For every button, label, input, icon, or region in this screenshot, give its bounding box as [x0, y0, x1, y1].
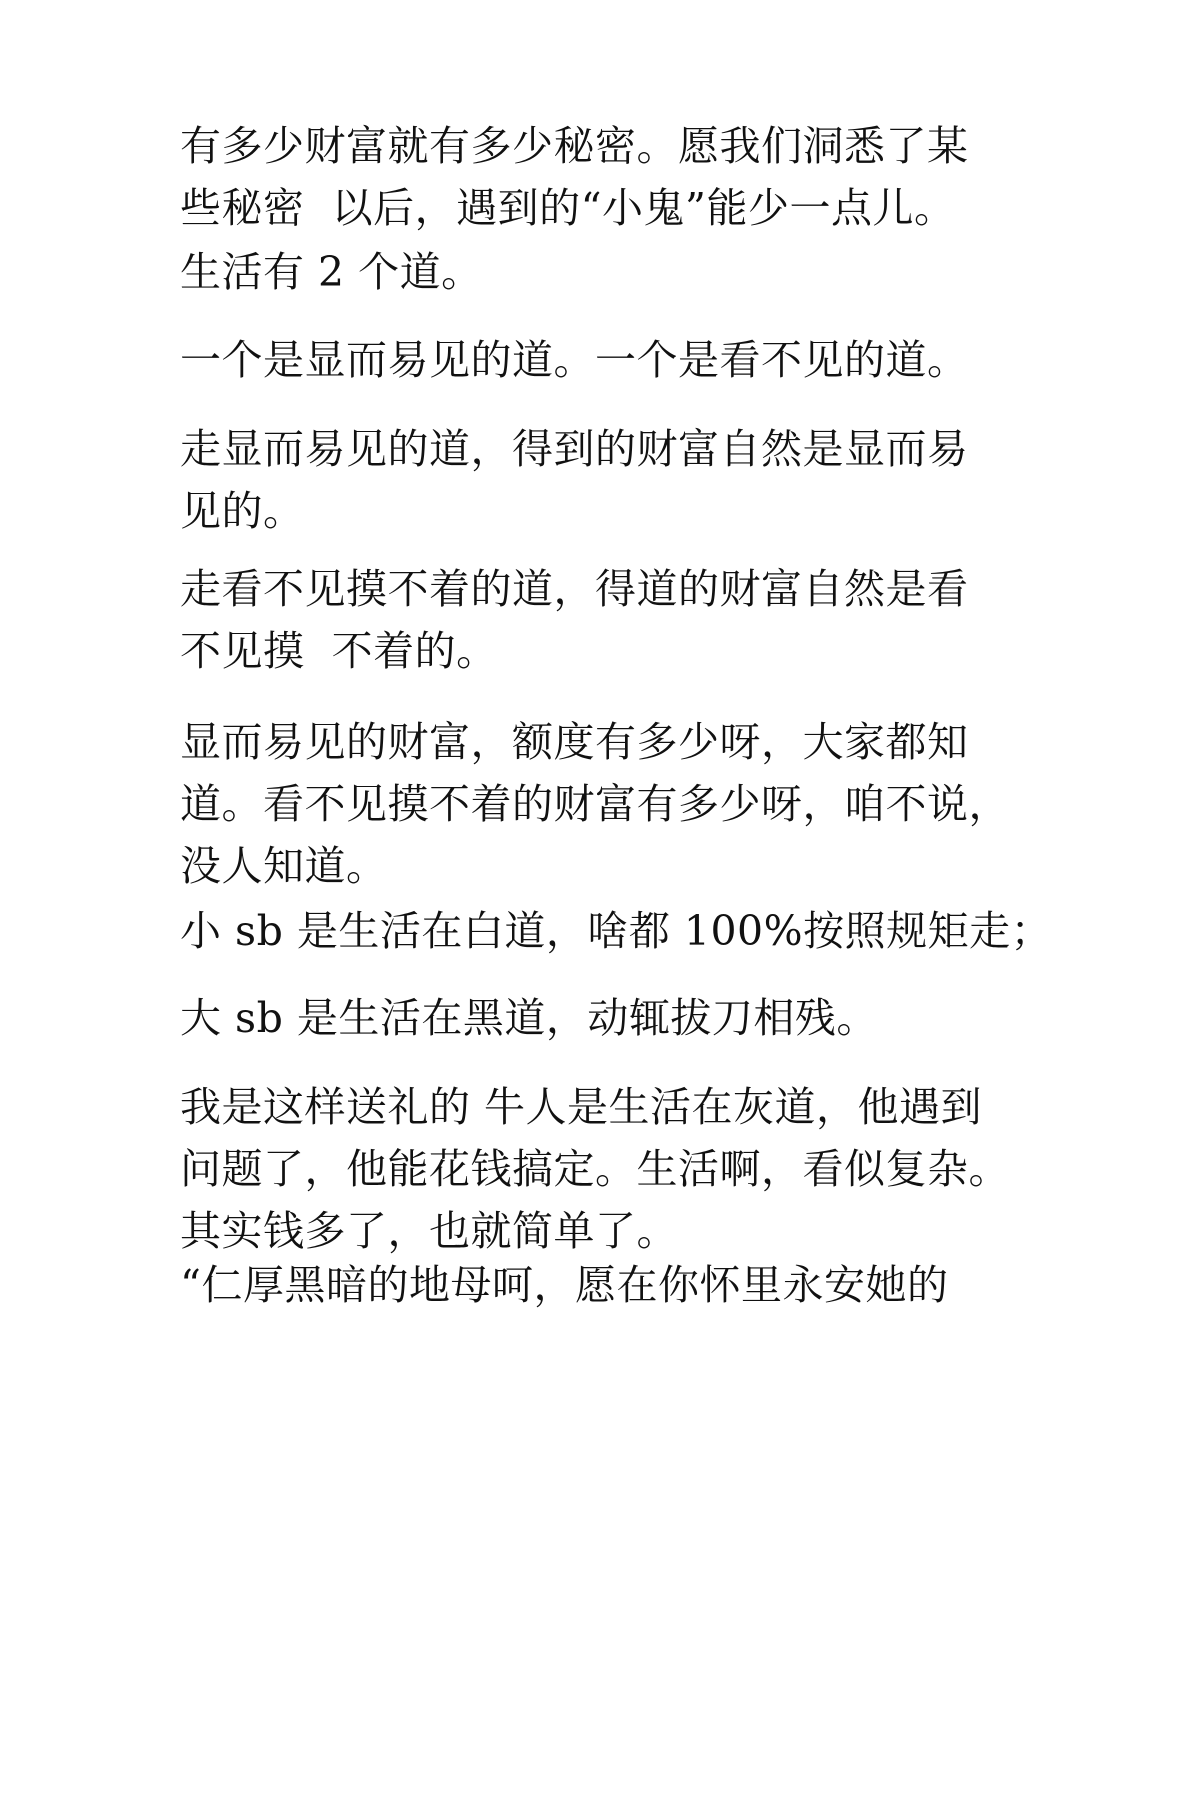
paragraph-visible-way — [180, 418, 1020, 542]
paragraph-two-ways — [180, 241, 1020, 303]
paragraph-invisible-way — [180, 558, 1020, 682]
text-line: 有多少财富就有多少秘密。愿我们洞悉了某 — [180, 122, 969, 170]
text-line: 小 sb 是生活在白道，啥都 100%按照规矩走； — [180, 907, 1053, 955]
paragraph-grey-way — [180, 1076, 1020, 1262]
text-line: 大 sb 是生活在黑道，动辄拔刀相残。 — [180, 994, 878, 1042]
text-line: 道。看不见摸不着的财富有多少呀，咱不说， — [180, 780, 1010, 828]
paragraph-black-way — [180, 987, 1020, 1049]
text-line: 生活有 2 个道。 — [180, 248, 483, 296]
text-line: 见的。 — [180, 487, 305, 535]
text-line: 我是这样送礼的 牛人是生活在灰道，他遇到 — [180, 1083, 983, 1131]
text-line: 走显而易见的道，得到的财富自然是显而易 — [180, 425, 969, 473]
paragraph-visible-invisible — [180, 329, 1020, 391]
text-line: 不见摸 不着的。 — [180, 627, 498, 675]
text-line: 些秘密 以后，遇到的“小鬼”能少一点儿。 — [180, 184, 956, 232]
paragraph-white-way — [180, 900, 1053, 962]
text-line: 一个是显而易见的道。一个是看不见的道。 — [180, 336, 969, 384]
text-line: 没人知道。 — [180, 842, 388, 890]
text-line: 显而易见的财富，额度有多少呀，大家都知 — [180, 718, 969, 766]
text-line: 走看不见摸不着的道，得道的财富自然是看 — [180, 565, 969, 613]
paragraph-quote — [180, 1254, 1020, 1316]
paragraph-wealth-secrets — [180, 115, 1020, 239]
paragraph-amount-of-wealth — [180, 711, 1020, 897]
text-line: “仁厚黑暗的地母呵，愿在你怀里永安她的 — [180, 1261, 949, 1309]
text-line: 问题了，他能花钱搞定。生活啊，看似复杂。 — [180, 1145, 1010, 1193]
text-line: 其实钱多了，也就简单了。 — [180, 1207, 678, 1255]
